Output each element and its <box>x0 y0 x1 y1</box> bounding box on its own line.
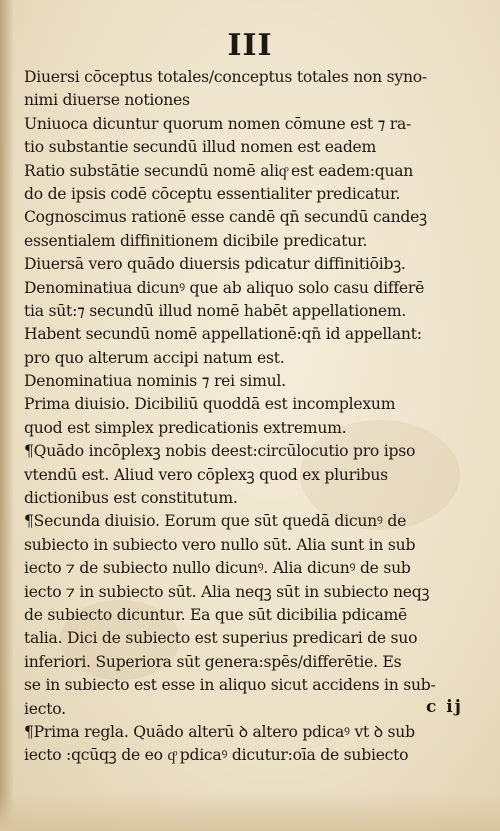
text-line: iecto :qcūqꝫ de eo qͦ pdicaꝰ dicutur:oīa de subiecto <box>24 746 409 765</box>
text-line: Ratio substātie secundū nomē aliqͦ est eadem:quan <box>24 161 414 180</box>
text-line: ¶Secunda diuisio. Eorum que sūt quedā dicunꝰ de <box>24 512 407 531</box>
text-line: do de ipsis codē cōceptu essentialiter predicatur. <box>24 184 401 203</box>
text-line: se in subiecto est esse in aliquo sicut accidens in sub- <box>24 676 436 695</box>
text-line: ¶Quādo incōplexꝫ nobis deest:circūlocutio pro ipso <box>24 442 416 461</box>
text-line: vtendū est. Aliud vero cōplexꝫ quod ex pluribus <box>24 465 388 484</box>
text-line: talia. Dici de subiecto est superius predicari de suo <box>24 629 418 648</box>
text-line: ¶Prima regla. Quādo alterū ꝺ altero pdicaꝰ vt ꝺ sub <box>24 722 415 741</box>
text-line: iecto. <box>24 699 66 718</box>
text-line: Habent secundū nomē appellationē:qn̄ id appellant: <box>24 325 422 344</box>
text-line: Cognoscimus rationē esse candē qn̄ secundū candeꝫ <box>24 208 427 227</box>
text-line: inferiori. Superiora sūt genera:spēs/differētie. Es <box>24 652 402 671</box>
text-line: Diuersā vero quādo diuersis pdicatur diffinitiōibꝫ. <box>24 255 406 274</box>
text-line: de subiecto dicuntur. Ea que sūt dicibilia pdicamē <box>24 605 408 624</box>
page-bottom-shadow <box>0 791 500 831</box>
page-header-numeral: III <box>227 28 273 63</box>
text-line: Prima diuisio. Dicibiliū quoddā est incomplexum <box>24 395 396 414</box>
text-line: Diuersi cōceptus totales/conceptus totales non syno- <box>24 68 427 86</box>
text-line: quod est simplex predicationis extremum. <box>24 418 347 437</box>
text-line: iecto ⁊ in subiecto sūt. Alia neqꝫ sūt in subiecto neqꝫ <box>24 582 430 601</box>
text-line: tia sūt:⁊ secundū illud nomē habēt appellationem. <box>24 301 407 320</box>
text-line: Denominatiua dicunꝰ que ab aliquo solo casu differē <box>24 278 425 297</box>
text-line: Uniuoca dicuntur quorum nomen cōmune est ⁊ ra- <box>24 114 412 133</box>
page-gutter-shadow <box>0 0 14 831</box>
text-line: dictionibus est constitutum. <box>24 489 238 508</box>
text-line: subiecto in subiecto vero nullo sūt. Alia sunt in sub <box>24 535 416 554</box>
text-line: nimi diuerse notiones <box>24 91 190 110</box>
signature-mark: c ij <box>426 697 463 717</box>
body-text <box>24 66 470 768</box>
text-line: pro quo alterum accipi natum est. <box>24 348 285 367</box>
text-line: iecto ⁊ de subiecto nullo dicunꝰ. Alia dicunꝰ de sub <box>24 559 411 578</box>
text-line: Denominatiua nominis ⁊ rei simul. <box>24 372 286 391</box>
text-line: essentialem diffinitionem dicibile predicatur. <box>24 231 368 250</box>
text-line: tio substantie secundū illud nomen est eadem <box>24 138 377 157</box>
